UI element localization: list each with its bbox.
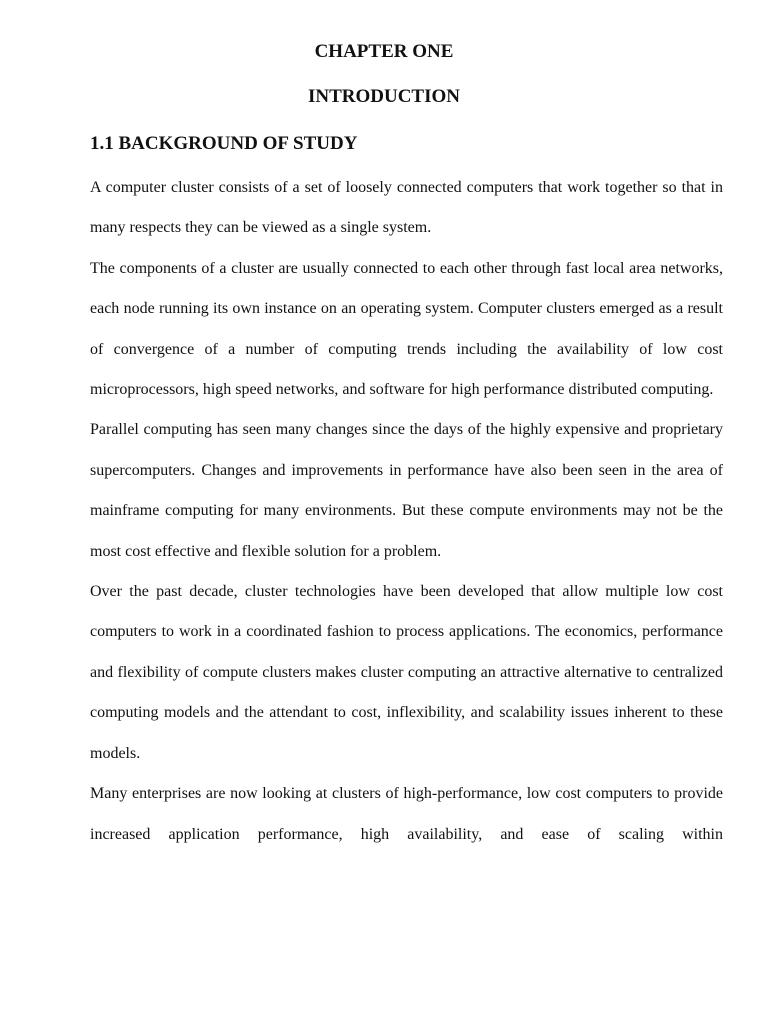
paragraph-4: Over the past decade, cluster technologies have been developed that allow multiple low cost computers to work in a coordinated fashion to process applications. The economics, performance and flexibility of compute clusters makes cluster computing an attractive alternative to centralized computing models and the attendant to cost, inflexibility, and scalability issues inherent to these models. [90, 583, 723, 762]
chapter-label: CHAPTER ONE [314, 41, 454, 62]
paragraph-5: Many enterprises are now looking at clusters of high-performance, low cost computers to provide increased application performance, high availability, and ease of scaling within [90, 785, 723, 843]
body-text [90, 168, 723, 855]
paragraph-3: Parallel computing has seen many changes since the days of the highly expensive and proprietary supercomputers. Changes and improvements in performance have also been seen in the area of mainframe computing for many environments. But these compute environments may not be the most cost effective and flexible solution for a problem. [90, 421, 723, 560]
paragraph-2: The components of a cluster are usually connected to each other through fast local area networks, each node running its own instance on an operating system. Computer clusters emerged as a result of convergence of a number of computing trends including the availability of low cost microprocessors, high speed networks, and software for high performance distributed computing. [90, 259, 723, 399]
paragraph-1: A computer cluster consists of a set of loosely connected computers that work together so that in many respects they can be viewed as a single system. [90, 179, 723, 237]
section-heading: 1.1 BACKGROUND OF STUDY [90, 133, 358, 154]
chapter-title: INTRODUCTION [307, 86, 461, 107]
